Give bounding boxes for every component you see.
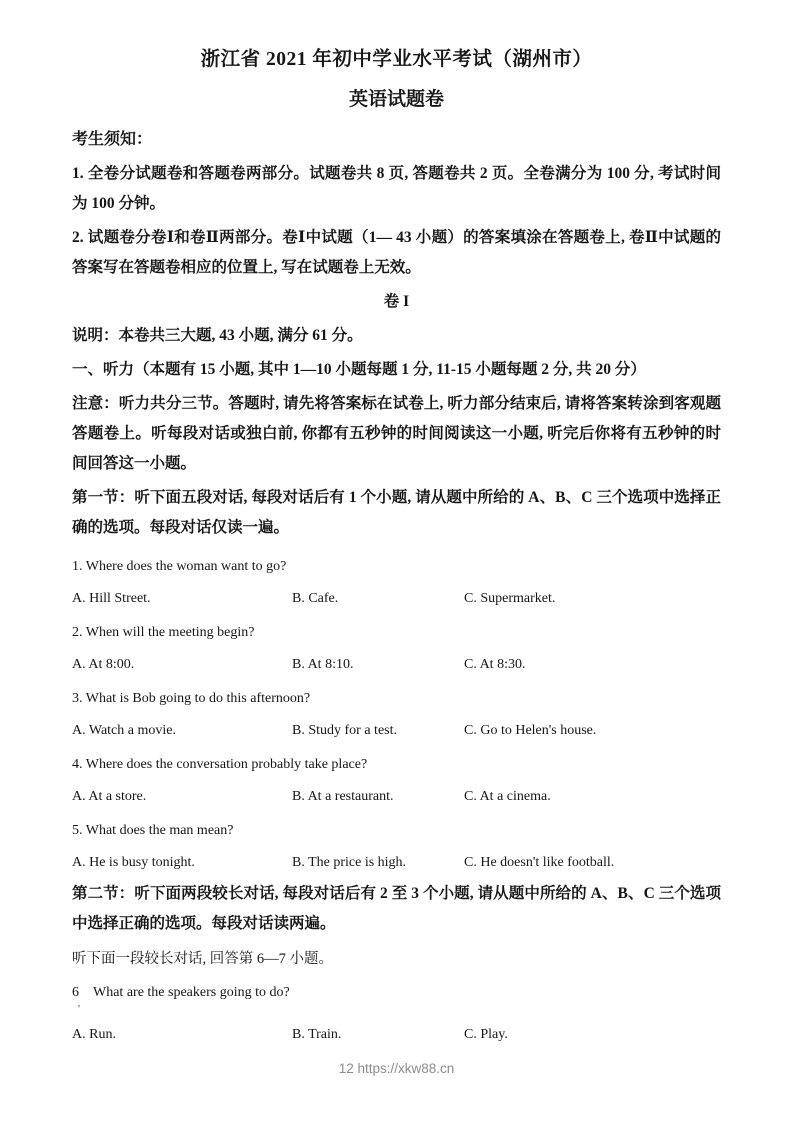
question-block: [72, 755, 721, 807]
option-a: A. Hill Street.: [72, 591, 151, 606]
option-b: B. Study for a test.: [292, 723, 397, 738]
option-b: B. At 8:10.: [292, 657, 354, 672]
option-b: B. Cafe.: [292, 591, 339, 606]
notice-header: 考生须知：: [72, 131, 153, 148]
question-text: 2. When will the meeting begin?: [72, 625, 255, 640]
question-options: [72, 589, 721, 609]
listening-section2-header: 第二节：听下面两段较长对话, 每段对话后有 2 至 3 个小题, 请从题中所给的 A、B、C 三个选项中选择正确的选项。每段对话读两遍。: [72, 885, 721, 932]
footer-text: 12 https://xkw88.cn: [338, 1061, 455, 1076]
question-options: [72, 721, 721, 741]
option-a: A. He is busy tonight.: [72, 855, 195, 870]
option-c: C. He doesn't like football.: [464, 855, 615, 870]
listening-section1-header: 第一节：听下面五段对话, 每段对话后有 1 个小题, 请从题中所给的 A、B、C 三个选项中选择正确的选项。每段对话仅读一遍。: [72, 489, 721, 536]
question-block: [72, 821, 721, 873]
option-c: C. Supermarket.: [464, 591, 556, 606]
notice-item-1: 1. 全卷分试题卷和答题卷两部分。试题卷共 8 页, 答题卷共 2 页。全卷满分为 100 分, 考试时间为 100 分钟。: [72, 165, 721, 212]
option-c: C. Play.: [464, 1027, 508, 1042]
volume-note: 说明：本卷共三大题, 43 小题, 满分 61 分。: [72, 327, 363, 344]
listening-attention: 注意：听力共分三节。答题时, 请先将答案标在试卷上, 听力部分结束后, 请将答案转涂到客观题答题卷上。听每段对话或独白前, 你都有五秒钟的时间阅读这一小题, 听完后你将有五秒钟的时间回答这一小题。: [72, 395, 721, 472]
option-a: A. At 8:00.: [72, 657, 135, 672]
dialog-instruction: 听下面一段较长对话, 回答第 6—7 小题。: [72, 951, 333, 967]
exam-subtitle: 英语试题卷: [348, 89, 444, 110]
question-text: 1. Where does the woman want to go?: [72, 559, 287, 574]
option-a: A. Watch a movie.: [72, 723, 176, 738]
option-c: C. Go to Helen's house.: [464, 723, 597, 738]
exam-title: 浙江省 2021 年初中学业水平考试（湖州市）: [200, 49, 593, 70]
question-block: [72, 983, 721, 1045]
question-options: [72, 655, 721, 675]
volume-title: 卷 I: [383, 293, 410, 310]
option-b: B. The price is high.: [292, 855, 407, 870]
question-text: 6 What are the speakers going to do?: [72, 985, 290, 1000]
option-a: A. At a store.: [72, 789, 147, 804]
option-b: B. Train.: [292, 1027, 342, 1042]
option-c: C. At a cinema.: [464, 789, 551, 804]
scan-artifact-mark: ': [78, 1003, 80, 1015]
option-c: C. At 8:30.: [464, 657, 526, 672]
question-block: [72, 623, 721, 675]
notice-item-2: 2. 试题卷分卷Ⅰ和卷Ⅱ两部分。卷Ⅰ中试题（1— 43 小题）的答案填涂在答题卷上, 卷Ⅱ中试题的答案写在答题卷相应的位置上, 写在试题卷上无效。: [72, 229, 721, 276]
question-text: 5. What does the man mean?: [72, 823, 234, 838]
question-block: [72, 557, 721, 609]
question-text: 4. Where does the conversation probably take place?: [72, 757, 368, 772]
question-block: [72, 689, 721, 741]
question-text: 3. What is Bob going to do this afternoon?: [72, 691, 311, 706]
question-options: [72, 787, 721, 807]
option-a: A. Run.: [72, 1027, 116, 1042]
question-options: [72, 853, 721, 873]
question-options: [72, 1025, 721, 1045]
option-b: B. At a restaurant.: [292, 789, 394, 804]
listening-part-header: 一、听力（本题有 15 小题, 其中 1—10 小题每题 1 分, 11-15 小题每题 2 分, 共 20 分）: [72, 361, 646, 378]
